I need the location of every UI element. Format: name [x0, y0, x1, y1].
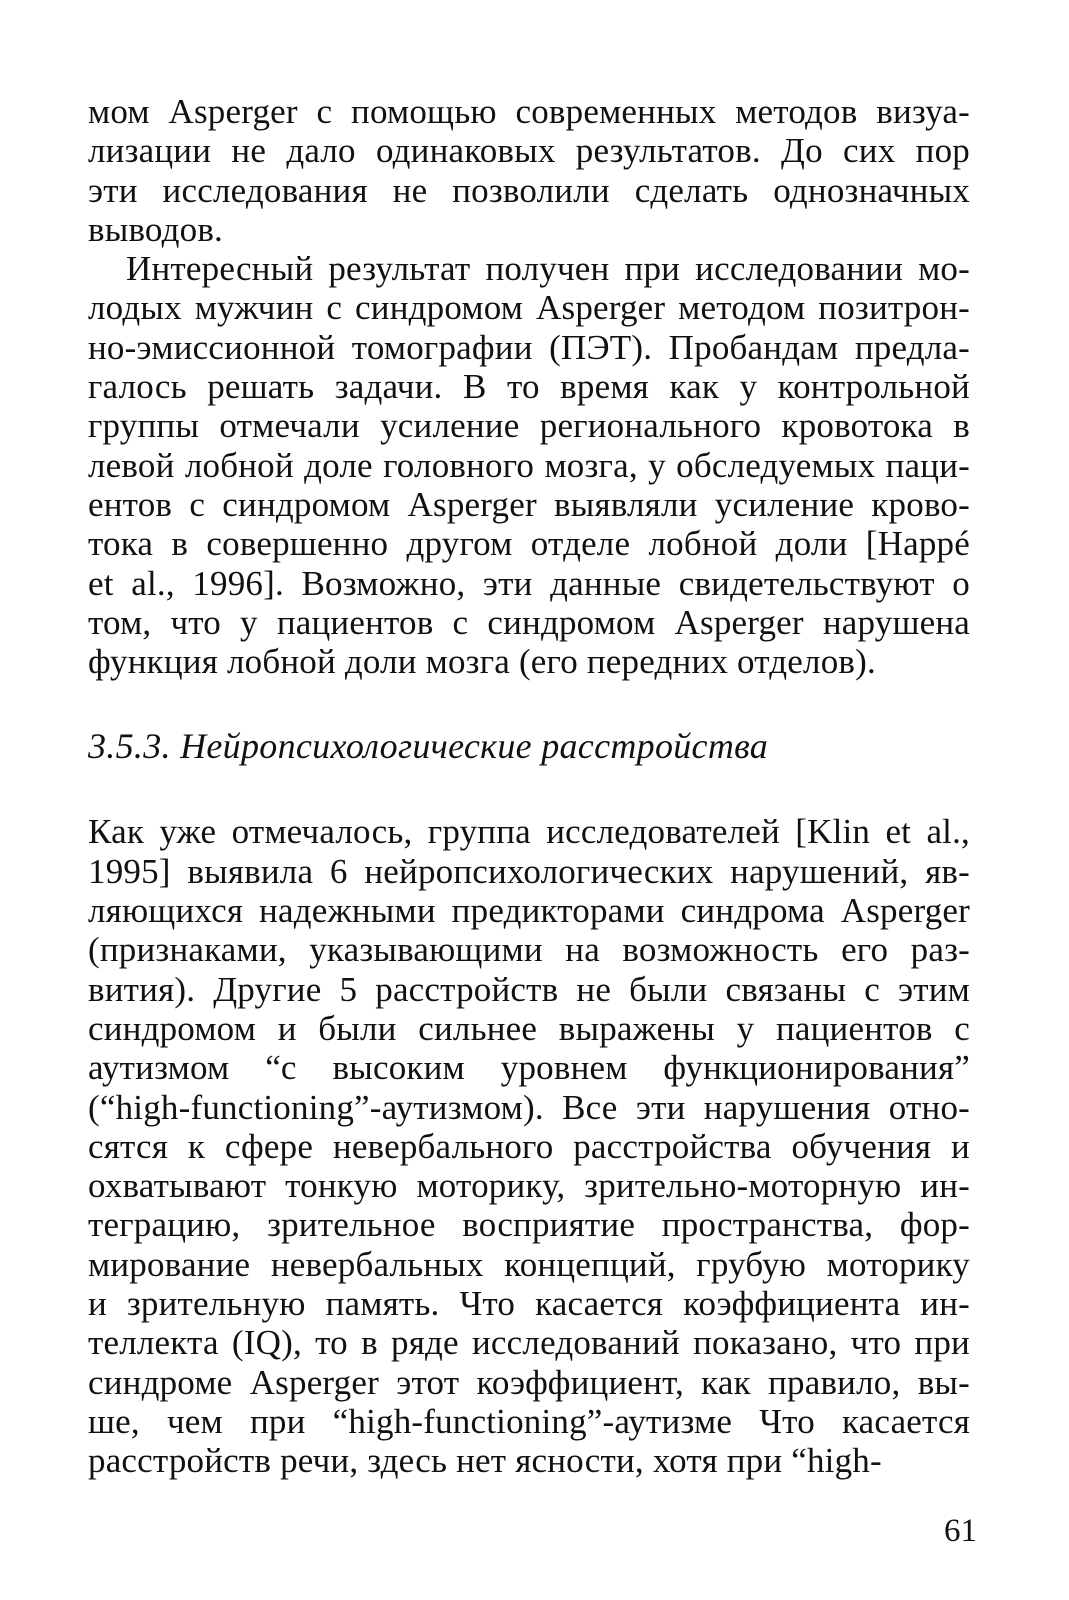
text-line: но-эмиссионной томографии (ПЭТ). Пробандам предла-	[88, 327, 970, 367]
paragraph	[88, 92, 970, 249]
text-line: синдромом и были сильнее выражены у пациентов с	[88, 1008, 970, 1048]
text-line: том, что у пациентов с синдромом Asperger нарушена	[88, 602, 970, 642]
bottom-text-block	[88, 812, 970, 1480]
text-line: ляющихся надежными предикторами синдрома Asperger	[88, 891, 970, 931]
text-line: расстройств речи, здесь нет ясности, хотя при “high-	[88, 1441, 882, 1481]
text-line: Как уже отмечалось, группа исследователей [Klin et al.,	[88, 812, 970, 852]
text-line: и зрительную память. Что касается коэффициента ин-	[88, 1284, 970, 1324]
text-line: ше, чем при “high-functioning”-аутизме Что касается	[88, 1401, 970, 1441]
text-line: левой лобной доле головного мозга, у обследуемых паци-	[88, 445, 970, 485]
text-line: мирование невербальных концепций, грубую моторику	[88, 1244, 970, 1284]
text-line: вития). Другие 5 расстройств не были связаны с этим	[88, 969, 970, 1009]
text-line: et al., 1996]. Возможно, эти данные свидетельствуют о	[88, 563, 970, 603]
top-text-block	[88, 92, 970, 681]
text-line: теграцию, зрительное восприятие пространства, фор-	[88, 1205, 970, 1245]
text-line: группы отмечали усиление регионального кровотока в	[88, 406, 970, 446]
text-line: галось решать задачи. В то время как у контрольной	[88, 367, 970, 407]
text-line: аутизмом “с высоким уровнем функционирования”	[88, 1048, 970, 1088]
text-line: мом Asperger с помощью современных методов визуа-	[88, 92, 970, 131]
text-line: сятся к сфере невербального расстройства обучения и	[88, 1126, 970, 1166]
text-line: лизации не дало одинаковых результатов. До сих пор	[88, 131, 970, 171]
text-line: эти исследования не позволили сделать однозначных	[88, 170, 970, 210]
page-number: 61	[944, 1513, 977, 1549]
text-line: (“high-functioning”-аутизмом). Все эти нарушения отно-	[88, 1087, 970, 1127]
page-body	[88, 92, 970, 1481]
paragraph	[88, 812, 970, 1480]
text-line: охватывают тонкую моторику, зрительно-моторную ин-	[88, 1166, 970, 1206]
section-heading: 3.5.3. Нейропсихологические расстройства	[88, 726, 769, 767]
text-line: синдроме Asperger этот коэффициент, как правило, вы-	[88, 1362, 970, 1402]
text-line: теллекта (IQ), то в ряде исследований показано, что при	[88, 1323, 970, 1363]
text-line: Интересный результат получен при исследовании мо-	[126, 249, 970, 289]
text-line: 1995] выявила 6 нейропсихологических нарушений, яв-	[88, 851, 970, 891]
text-line: тока в совершенно другом отделе лобной доли [Happé	[88, 524, 970, 564]
text-line: (признаками, указывающими на возможность его раз-	[88, 930, 970, 970]
paragraph	[88, 249, 970, 681]
text-line: лодых мужчин с синдромом Asperger методом позитрон-	[88, 288, 970, 328]
text-line: выводов.	[88, 209, 224, 249]
text-line: ентов с синдромом Asperger выявляли усиление крово-	[88, 484, 970, 524]
text-line: функция лобной доли мозга (его передних отделов).	[88, 642, 876, 682]
